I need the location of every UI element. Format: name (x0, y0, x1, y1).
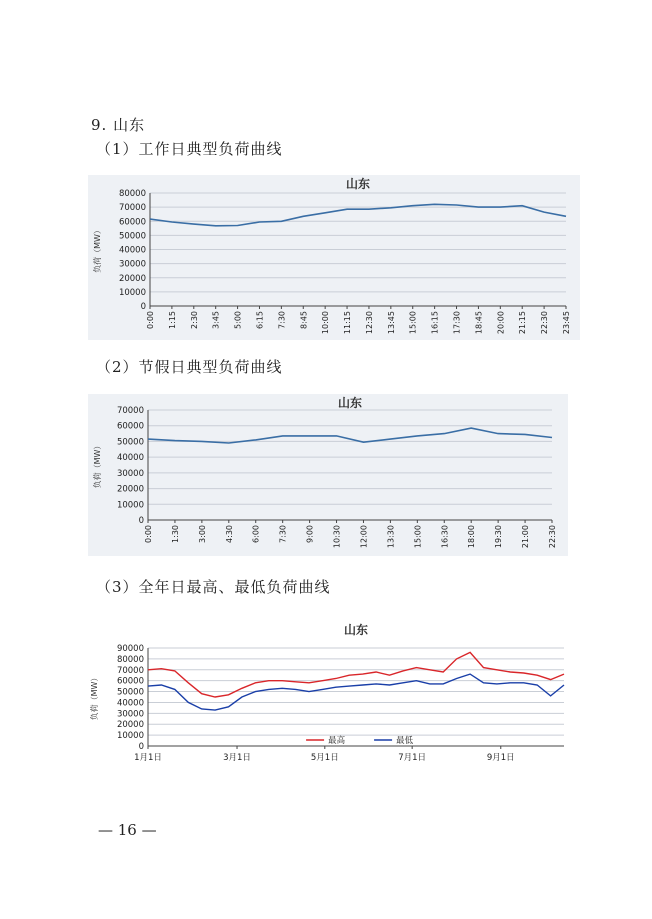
chart-title: 山东 (337, 396, 363, 410)
x-tick-label: 12:00 (359, 525, 369, 549)
y-tick-label: 0 (138, 516, 144, 526)
x-tick-label: 2:30 (189, 311, 199, 329)
x-tick-label: 22:30 (540, 311, 550, 335)
chart-weekday-load (88, 175, 580, 340)
y-axis-label: 负荷（MW） (90, 673, 99, 721)
x-tick-label: 9月1日 (486, 753, 515, 763)
y-tick-label: 40000 (116, 453, 144, 464)
x-tick-label: 20:00 (496, 311, 506, 335)
x-tick-label: 19:30 (494, 525, 504, 549)
y-tick-label: 70000 (116, 406, 144, 416)
x-tick-label: 10:30 (332, 525, 342, 549)
x-tick-label: 21:00 (521, 525, 531, 549)
x-tick-label: 3:00 (197, 525, 207, 543)
chart-holiday-load (88, 394, 568, 556)
y-tick-label: 60000 (116, 421, 144, 432)
section-title: 9. 山东 (91, 116, 146, 134)
x-tick-label: 6:15 (255, 311, 265, 329)
x-tick-label: 13:30 (386, 525, 396, 549)
x-tick-label: 0:00 (146, 311, 155, 329)
y-tick-label: 20000 (118, 273, 146, 284)
x-tick-label: 12:30 (364, 311, 374, 335)
x-tick-label: 6:00 (251, 525, 261, 543)
x-tick-label: 7:30 (278, 525, 288, 543)
x-tick-label: 22:30 (548, 525, 557, 549)
x-tick-label: 16:15 (430, 311, 440, 335)
y-tick-label: 0 (138, 742, 144, 752)
x-tick-label: 3月1日 (223, 753, 251, 763)
y-tick-label: 50000 (116, 437, 144, 448)
y-tick-label: 40000 (118, 245, 146, 256)
x-tick-label: 15:00 (408, 311, 418, 335)
y-tick-label: 30000 (118, 259, 146, 270)
y-tick-label: 70000 (116, 665, 144, 676)
y-tick-label: 10000 (116, 731, 144, 742)
x-tick-label: 1:15 (167, 311, 177, 329)
x-tick-label: 5月1日 (310, 753, 339, 763)
x-tick-label: 17:30 (452, 311, 462, 335)
y-tick-label: 30000 (116, 468, 144, 479)
y-tick-label: 0 (140, 302, 146, 312)
y-tick-label: 20000 (116, 484, 144, 495)
y-tick-label: 60000 (116, 676, 144, 687)
x-tick-label: 5:00 (233, 311, 243, 329)
x-tick-label: 8:45 (299, 311, 309, 329)
x-tick-label: 7:30 (277, 311, 287, 329)
x-tick-label: 3:45 (211, 311, 221, 329)
y-tick-label: 10000 (116, 500, 144, 511)
legend-label: 最低 (396, 736, 414, 746)
x-tick-label: 0:00 (144, 525, 153, 543)
x-tick-label: 18:45 (474, 311, 484, 335)
y-tick-label: 20000 (116, 720, 144, 731)
page-number: — 16 — (98, 821, 157, 839)
x-tick-label: 1月1日 (134, 753, 162, 763)
y-tick-label: 50000 (116, 687, 144, 698)
load-line (148, 428, 552, 443)
chart-annual-max-min-load (88, 618, 578, 773)
x-tick-label: 18:00 (467, 525, 477, 549)
x-tick-label: 23:45 (562, 311, 571, 335)
y-tick-label: 90000 (116, 644, 144, 654)
heading-weekday-curve: （1）工作日典型负荷曲线 (96, 140, 283, 158)
chart-title: 山东 (345, 177, 371, 191)
x-tick-label: 7月1日 (398, 753, 427, 763)
y-tick-label: 40000 (116, 698, 144, 709)
x-tick-label: 9:00 (305, 525, 315, 543)
heading-holiday-curve: （2）节假日典型负荷曲线 (96, 358, 283, 376)
x-tick-label: 21:15 (518, 311, 528, 335)
y-tick-label: 50000 (118, 231, 146, 242)
y-tick-label: 70000 (118, 203, 146, 214)
x-tick-label: 16:30 (440, 525, 450, 549)
chart-title: 山东 (343, 623, 369, 637)
series-line-min (148, 674, 564, 710)
x-tick-label: 11:15 (343, 311, 353, 335)
x-tick-label: 1:30 (170, 525, 180, 543)
y-tick-label: 80000 (118, 189, 146, 199)
y-tick-label: 80000 (116, 654, 144, 665)
y-tick-label: 30000 (116, 709, 144, 720)
x-tick-label: 13:45 (386, 311, 396, 335)
y-tick-label: 10000 (118, 287, 146, 298)
x-tick-label: 15:00 (413, 525, 423, 549)
x-tick-label: 4:30 (224, 525, 234, 543)
legend-label: 最高 (328, 736, 346, 746)
y-axis-label: 负荷（MW） (93, 226, 102, 273)
heading-annual-curve: （3）全年日最高、最低负荷曲线 (96, 578, 331, 596)
y-tick-label: 60000 (118, 217, 146, 228)
x-tick-label: 10:00 (321, 311, 331, 335)
y-axis-label: 负荷（MW） (93, 441, 102, 489)
